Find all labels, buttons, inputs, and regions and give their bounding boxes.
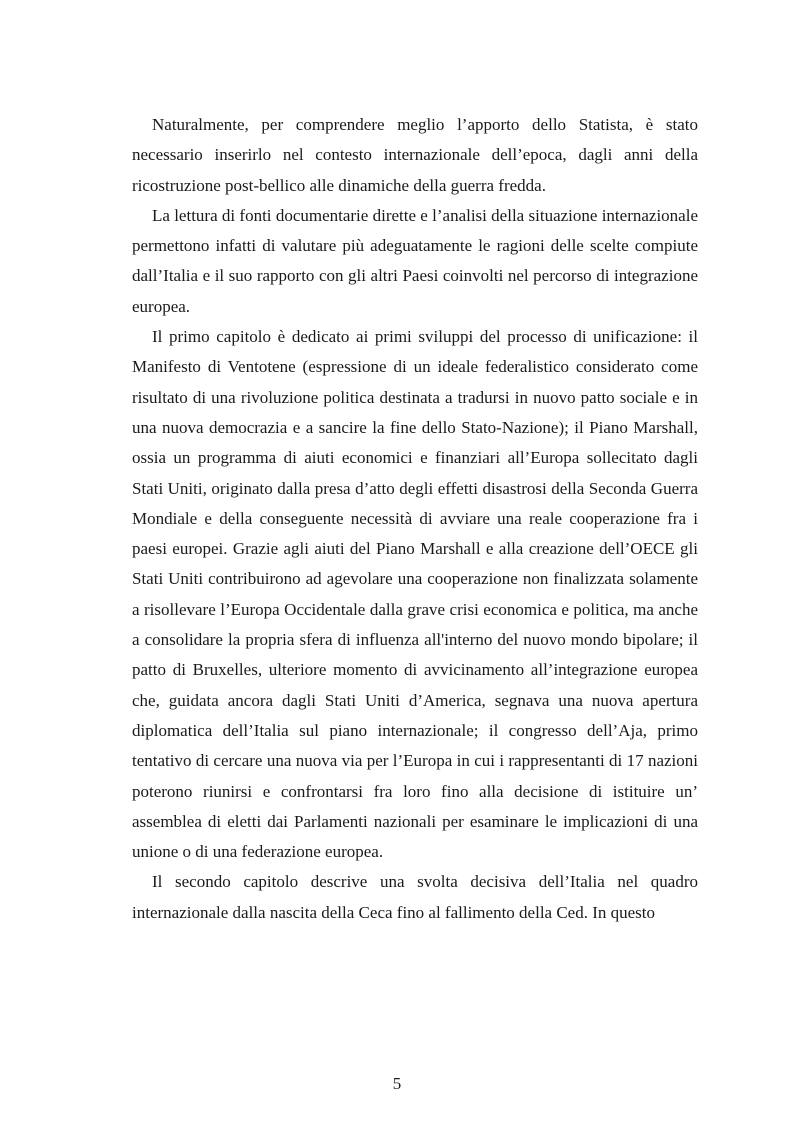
paragraph-2: La lettura di fonti documentarie dirette e l’analisi della situazione internazionale permettono infatti di valutare più adeguatamente le ragioni delle scelte compiute dall’Italia e il suo rapporto con gli altri Paesi coinvolti nel percorso di integrazione europea. xyxy=(132,205,698,316)
page-number: 5 xyxy=(392,1074,402,1093)
paragraph-1: Naturalmente, per comprendere meglio l’apporto dello Statista, è stato necessario inserirlo nel contesto internazionale dell’epoca, dagli anni della ricostruzione post-bellico alle dinamiche della guerra fredda. xyxy=(132,115,698,195)
page-body xyxy=(132,110,698,928)
paragraph-3: Il primo capitolo è dedicato ai primi sviluppi del processo di unificazione: il Manifesto di Ventotene (espressione di un ideale federalistico considerato come risultato di una rivoluzione politica destinata a tradursi in nuovo patto sociale e in una nuova democrazia e a sancire la fine dello Stato-Nazione); il Piano Marshall, ossia un programma di aiuti economici e finanziari all’Europa sollecitato dagli Stati Uniti, originato dalla presa d’atto degli effetti disastrosi della Seconda Guerra Mondiale e della conseguente necessità di avviare una reale cooperazione fra i paesi europei. Grazie agli aiuti del Piano Marshall e alla creazione dell’OECE gli Stati Uniti contribuirono ad agevolare una cooperazione non finalizzata solamente a risollevare l’Europa Occidentale dalla grave crisi economica e politica, ma anche a consolidare la propria sfera di influenza all'interno del nuovo mondo bipolare; il patto di Bruxelles, ulteriore momento di avvicinamento all’integrazione europea che, guidata ancora dagli Stati Uniti d’America, segnava una nuova apertura diplomatica dell’Italia sul piano internazionale; il congresso dell’Aja, primo tentativo di cercare una nuova via per l’Europa in cui i rappresentanti di 17 nazioni poterono riunirsi e confrontarsi fra loro fino alla decisione di istituire un’ assemblea di eletti dai Parlamenti nazionali per esaminare le implicazioni di una unione o di una federazione europea. xyxy=(132,327,698,862)
paragraph-4: Il secondo capitolo descrive una svolta decisiva dell’Italia nel quadro internazionale dalla nascita della Ceca fino al fallimento della Ced. In questo xyxy=(132,872,698,922)
